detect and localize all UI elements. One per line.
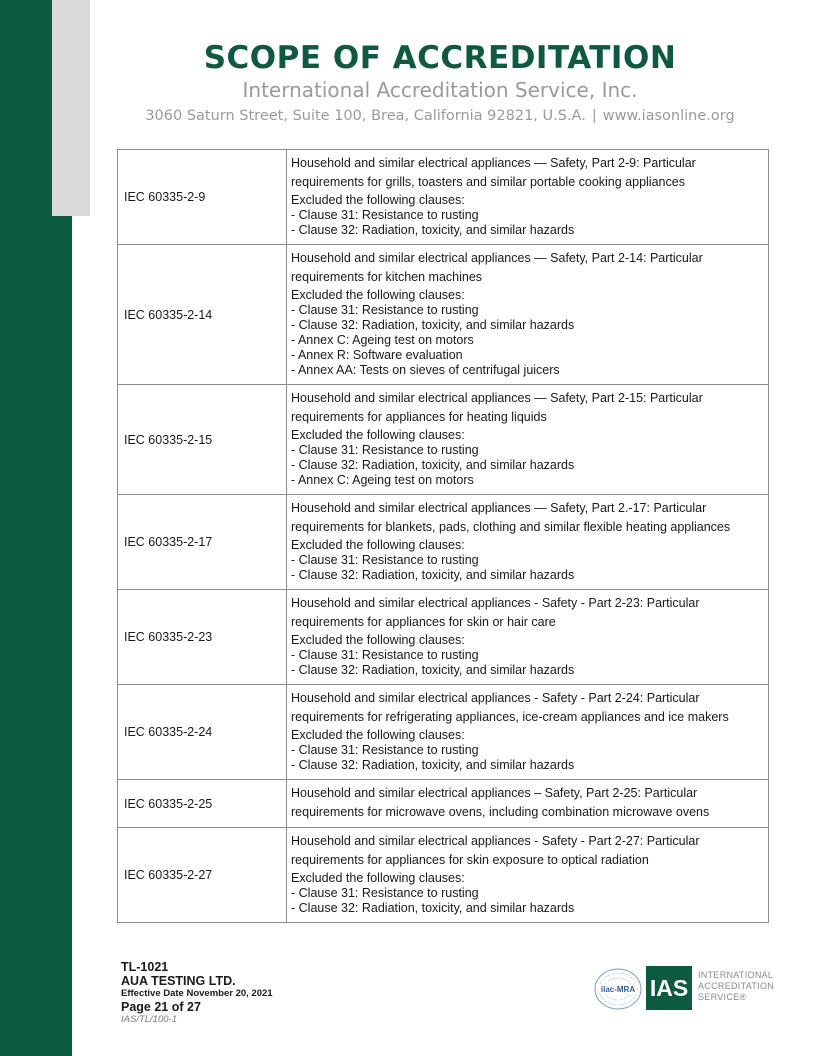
excluded-label: Excluded the following clauses: (291, 871, 465, 885)
excluded-label: Excluded the following clauses: (291, 193, 465, 207)
standard-description (287, 245, 769, 385)
standard-description (287, 150, 769, 245)
standard-description (287, 495, 769, 590)
standard-code: IEC 60335-2-23 (118, 590, 287, 685)
address-text: 3060 Saturn Street, Suite 100, Brea, California 92821, U.S.A. (145, 108, 586, 124)
standard-code: IEC 60335-2-14 (118, 245, 287, 385)
standard-title: Household and similar electrical appliances — Safety, Part 2.-17: Particular requirements for blankets, pads, clothing and similar flexible heating appliances (291, 501, 731, 534)
footer-info (121, 960, 273, 1026)
standard-code: IEC 60335-2-25 (118, 780, 287, 828)
document-code: IAS/TL/100-1 (121, 1014, 177, 1025)
standard-title: Household and similar electrical appliances — Safety, Part 2-14: Particular requirements for kitchen machines (291, 251, 703, 284)
excluded-label: Excluded the following clauses: (291, 428, 465, 442)
standard-title: Household and similar electrical appliances - Safety - Part 2-27: Particular requirements for appliances for skin exposure to optical radiation (291, 834, 700, 867)
effective-date: Effective Date November 20, 2021 (121, 988, 273, 999)
excluded-clause: - Clause 31: Resistance to rusting (291, 743, 479, 757)
excluded-clause: - Clause 32: Radiation, toxicity, and similar hazards (291, 223, 575, 237)
standard-code: IEC 60335-2-27 (118, 828, 287, 923)
standard-title: Household and similar electrical appliances - Safety - Part 2-24: Particular requirements for refrigerating appliances, ice-cream appliances and ice makers (291, 691, 729, 724)
excluded-clause: - Annex C: Ageing test on motors (291, 333, 474, 347)
standard-description (287, 590, 769, 685)
ias-logo-mark: IAS (646, 966, 692, 1010)
website-link[interactable]: www.iasonline.org (602, 108, 735, 124)
standard-title: Household and similar electrical appliances - Safety - Part 2-23: Particular requirements for appliances for skin or hair care (291, 596, 700, 629)
table-row (118, 245, 769, 385)
excluded-clauses-list (291, 743, 762, 773)
standard-code: IEC 60335-2-9 (118, 150, 287, 245)
excluded-clause: - Clause 32: Radiation, toxicity, and similar hazards (291, 458, 575, 472)
excluded-clause: - Clause 32: Radiation, toxicity, and similar hazards (291, 901, 575, 915)
excluded-clauses-list (291, 208, 762, 238)
table-row (118, 150, 769, 245)
excluded-clause: - Clause 31: Resistance to rusting (291, 443, 479, 457)
address-separator: | (591, 108, 597, 124)
standard-code: IEC 60335-2-15 (118, 385, 287, 495)
excluded-clauses-list (291, 648, 762, 678)
ilac-mra-logo-icon (594, 968, 642, 1010)
table-row (118, 385, 769, 495)
excluded-clauses-list (291, 553, 762, 583)
table-row (118, 685, 769, 780)
standard-code: IEC 60335-2-24 (118, 685, 287, 780)
excluded-clause: - Clause 32: Radiation, toxicity, and similar hazards (291, 663, 575, 677)
excluded-label: Excluded the following clauses: (291, 538, 465, 552)
excluded-clause: - Clause 31: Resistance to rusting (291, 648, 479, 662)
excluded-clauses-list (291, 303, 762, 378)
excluded-clauses-list (291, 443, 762, 488)
standard-title: Household and similar electrical appliances – Safety, Part 2-25: Particular requirements for microwave ovens, including combination microwave ovens (291, 786, 710, 819)
table-row (118, 780, 769, 828)
excluded-clause: - Clause 31: Resistance to rusting (291, 303, 479, 317)
standard-description (287, 685, 769, 780)
standard-code: IEC 60335-2-17 (118, 495, 287, 590)
standard-title: Household and similar electrical appliances — Safety, Part 2-15: Particular requirements for appliances for heating liquids (291, 391, 703, 424)
organization-name: International Accreditation Service, Inc. (242, 78, 638, 102)
excluded-clause: - Clause 31: Resistance to rusting (291, 553, 479, 567)
ias-logo-text: INTERNATIONAL ACCREDITATION SERVICE® (698, 970, 775, 1002)
excluded-clause: - Annex R: Software evaluation (291, 348, 463, 362)
excluded-clause: - Clause 32: Radiation, toxicity, and similar hazards (291, 568, 575, 582)
page-title: SCOPE OF ACCREDITATION (203, 40, 677, 76)
table-row (118, 590, 769, 685)
organization-address-line (0, 108, 816, 124)
excluded-clauses-list (291, 886, 762, 916)
table-row (118, 495, 769, 590)
standard-description (287, 828, 769, 923)
scope-table (117, 149, 769, 923)
accreditation-logos (594, 964, 774, 1014)
excluded-clause: - Clause 32: Radiation, toxicity, and similar hazards (291, 318, 575, 332)
excluded-label: Excluded the following clauses: (291, 633, 465, 647)
excluded-label: Excluded the following clauses: (291, 288, 465, 302)
page-number: Page 21 of 27 (121, 1000, 201, 1014)
company-name: AUA TESTING LTD. (121, 974, 236, 988)
standard-description (287, 385, 769, 495)
excluded-clause: - Clause 32: Radiation, toxicity, and similar hazards (291, 758, 575, 772)
excluded-clause: - Annex C: Ageing test on motors (291, 473, 474, 487)
excluded-clause: - Clause 31: Resistance to rusting (291, 886, 479, 900)
excluded-clause: - Clause 31: Resistance to rusting (291, 208, 479, 222)
excluded-clause: - Annex AA: Tests on sieves of centrifugal juicers (291, 363, 560, 377)
ilac-label: ilac-MRA (600, 985, 636, 994)
table-row (118, 828, 769, 923)
standard-title: Household and similar electrical appliances — Safety, Part 2-9: Particular requirements for grills, toasters and similar portable cooking appliances (291, 156, 696, 189)
standard-description (287, 780, 769, 828)
excluded-label: Excluded the following clauses: (291, 728, 465, 742)
cert-number: TL-1021 (121, 960, 169, 974)
